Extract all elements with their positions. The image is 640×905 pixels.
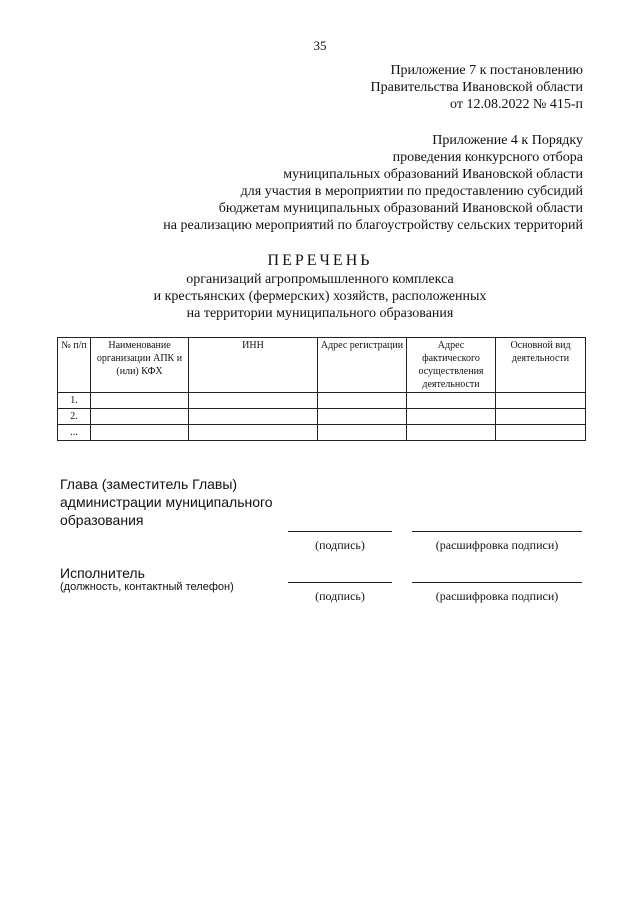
executor-decoding-caption: (расшифровка подписи) [435, 589, 559, 603]
executor-details: (должность, контактный телефон) [60, 581, 234, 593]
table-cell[interactable] [91, 425, 189, 441]
col-header-number: № п/п [58, 338, 91, 393]
page-number: 35 [313, 38, 327, 53]
col-header-name: Наименование организации АПК и (или) КФХ [91, 338, 189, 393]
appendix-7-header [371, 62, 583, 113]
table-cell[interactable] [407, 425, 496, 441]
appendix-4-line: муниципальных образований Ивановской области [283, 167, 583, 182]
head-signatory-line: образования [60, 512, 144, 528]
executor-signature-caption: (подпись) [315, 589, 365, 603]
appendix-4-line: бюджетам муниципальных образований Ивановской области [218, 201, 583, 216]
appendix-4-line: на реализацию мероприятий по благоустройству сельских территорий [163, 218, 583, 233]
row-number: 2. [58, 409, 91, 425]
appendix-4-line: Приложение 4 к Порядку [432, 133, 583, 148]
row-number: 1. [58, 393, 91, 409]
appendix-7-line: Правительства Ивановской области [370, 80, 583, 95]
head-decoding-caption: (расшифровка подписи) [435, 538, 559, 552]
document-title: ПЕРЕЧЕНЬ [267, 252, 373, 269]
table-cell[interactable] [496, 409, 586, 425]
appendix-7-line: Приложение 7 к постановлению [390, 63, 583, 78]
table-cell[interactable] [189, 425, 318, 441]
head-signatory-line: администрации муниципального [60, 494, 273, 510]
head-signature-line[interactable] [288, 531, 392, 532]
subtitle-line: организаций агропромышленного комплекса [186, 272, 454, 287]
appendix-7-line: от 12.08.2022 № 415-п [450, 97, 583, 112]
col-header-reg-address: Адрес регистрации [318, 338, 407, 393]
appendix-4-header [163, 132, 583, 234]
table-cell[interactable] [318, 409, 407, 425]
table-cell[interactable] [407, 393, 496, 409]
table-header-row [58, 338, 586, 393]
col-header-actual-address: Адрес фактического осуществления деятельности [407, 338, 496, 393]
col-header-activity: Основной вид деятельности [496, 338, 586, 393]
subtitle-line: и крестьянских (фермерских) хозяйств, расположенных [153, 289, 487, 304]
table-row [58, 393, 586, 409]
row-number: ... [58, 425, 91, 441]
executor-label: Исполнитель [60, 565, 145, 581]
table-cell[interactable] [91, 409, 189, 425]
head-signature-caption: (подпись) [315, 538, 365, 552]
table-cell[interactable] [496, 393, 586, 409]
appendix-4-line: проведения конкурсного отбора [392, 150, 583, 165]
document-subtitle [0, 271, 640, 322]
table-cell[interactable] [318, 393, 407, 409]
head-signatory-line: Глава (заместитель Главы) [60, 476, 238, 492]
head-signatory-label [60, 475, 273, 529]
organizations-table [57, 337, 586, 441]
table-cell[interactable] [318, 425, 407, 441]
appendix-4-line: для участия в мероприятии по предоставлению субсидий [240, 184, 583, 199]
table-cell[interactable] [189, 393, 318, 409]
table-row [58, 409, 586, 425]
executor-signature-line[interactable] [288, 582, 392, 583]
table-cell[interactable] [91, 393, 189, 409]
table-cell[interactable] [496, 425, 586, 441]
col-header-inn: ИНН [189, 338, 318, 393]
table-cell[interactable] [407, 409, 496, 425]
table-cell[interactable] [189, 409, 318, 425]
head-decoding-line[interactable] [412, 531, 582, 532]
table-row [58, 425, 586, 441]
executor-decoding-line[interactable] [412, 582, 582, 583]
subtitle-line: на территории муниципального образования [186, 306, 454, 321]
